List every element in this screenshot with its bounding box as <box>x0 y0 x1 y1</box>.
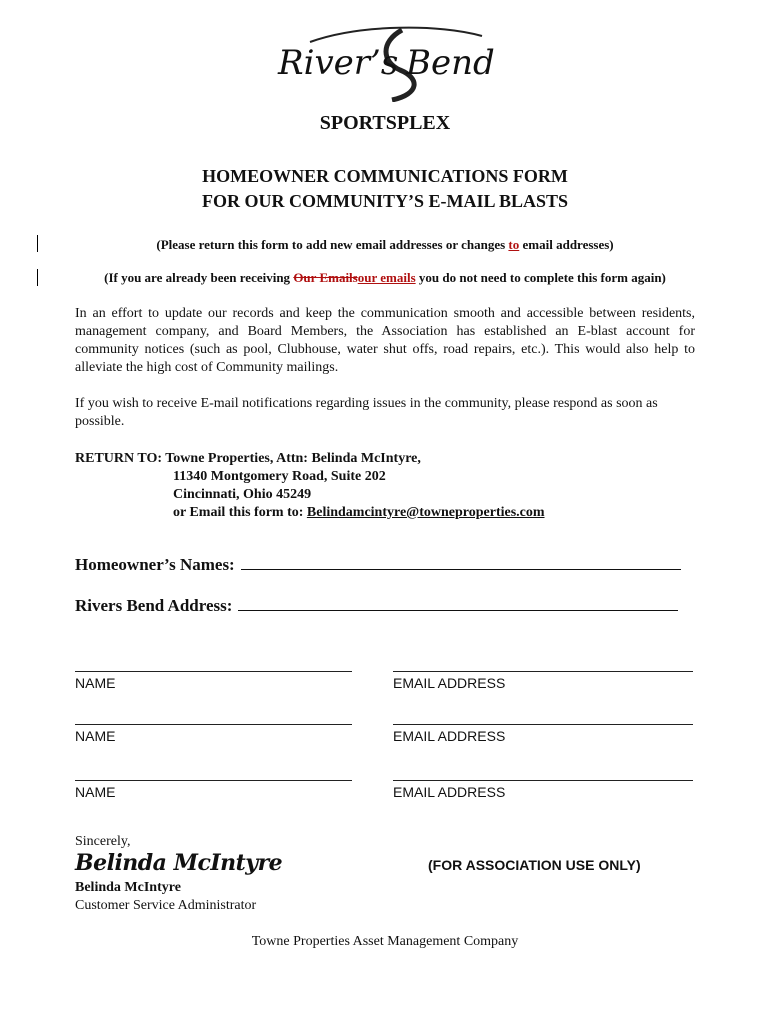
note2-text-pre: (If you are already been receiving <box>104 270 294 285</box>
footer-company: Towne Properties Asset Management Company <box>251 934 519 949</box>
name-input-line[interactable] <box>75 780 352 781</box>
return-to-label: RETURN TO: <box>75 451 166 466</box>
note-already-receiving <box>0 270 770 286</box>
rivers-bend-logo <box>270 22 500 102</box>
note-return-form <box>0 237 770 253</box>
note2-deleted-text: Our Emails <box>293 270 358 285</box>
address-field <box>75 596 678 616</box>
name-label: NAME <box>75 728 116 744</box>
email-input-line[interactable] <box>393 671 693 672</box>
note2-inserted-text: our emails <box>357 270 416 285</box>
form-title-line2: FOR OUR COMMUNITY’S E-MAIL BLASTS <box>201 191 569 211</box>
signer-name: Belinda McIntyre <box>75 880 181 895</box>
email-input-line[interactable] <box>393 780 693 781</box>
homeowners-names-input-line[interactable] <box>241 568 681 570</box>
respond-paragraph: If you wish to receive E-mail notifications regarding issues in the community, please respond as soon as possible. <box>75 396 658 429</box>
signer-title: Customer Service Administrator <box>75 898 257 913</box>
note1-text-pre: (Please return this form to add new email addresses or changes <box>156 237 509 252</box>
note1-inserted-text: to <box>508 237 520 252</box>
note1-text-post: email addresses) <box>519 237 614 252</box>
note2-text-post: you do not need to complete this form again) <box>415 270 666 285</box>
homeowners-names-label: Homeowner’s Names: <box>75 555 235 574</box>
email-input-line[interactable] <box>393 724 693 725</box>
email-label: EMAIL ADDRESS <box>393 728 506 744</box>
sincerely-text: Sincerely, <box>75 834 131 849</box>
return-to-line3: Cincinnati, Ohio 45249 <box>173 487 312 502</box>
address-label: Rivers Bend Address: <box>75 596 233 615</box>
return-email-link[interactable]: Belindamcintyre@towneproperties.com <box>306 505 545 520</box>
logo-text-bend: Bend <box>406 43 495 83</box>
association-use-only: (FOR ASSOCIATION USE ONLY) <box>428 857 641 873</box>
return-to-line4: or Email this form to: <box>173 505 307 520</box>
form-title <box>0 164 770 214</box>
return-to-line2: 11340 Montgomery Road, Suite 202 <box>173 469 386 484</box>
page-title: SPORTSPLEX <box>319 112 451 134</box>
email-label: EMAIL ADDRESS <box>393 675 506 691</box>
handwritten-signature: Belinda McIntyre <box>75 850 283 876</box>
return-to-block <box>75 450 545 522</box>
name-label: NAME <box>75 784 116 800</box>
email-label: EMAIL ADDRESS <box>393 784 506 800</box>
return-to-line1: Towne Properties, Attn: Belinda McIntyre, <box>165 451 421 466</box>
address-input-line[interactable] <box>238 609 678 611</box>
logo-graphic <box>270 22 500 102</box>
name-label: NAME <box>75 675 116 691</box>
form-title-line1: HOMEOWNER COMMUNICATIONS FORM <box>202 166 568 186</box>
name-input-line[interactable] <box>75 724 352 725</box>
homeowners-names-field <box>75 555 681 575</box>
intro-paragraph: In an effort to update our records and keep the communication smooth and accessible between residents, management company, and Board Members, the Association has established an E-blast account for community notices (such as pool, Clubhouse, water shut offs, road repairs, etc.). This would also help to alleviate the high cost of Community mailings. <box>75 306 695 375</box>
logo-text-rivers: River’s <box>278 43 399 83</box>
name-input-line[interactable] <box>75 671 352 672</box>
